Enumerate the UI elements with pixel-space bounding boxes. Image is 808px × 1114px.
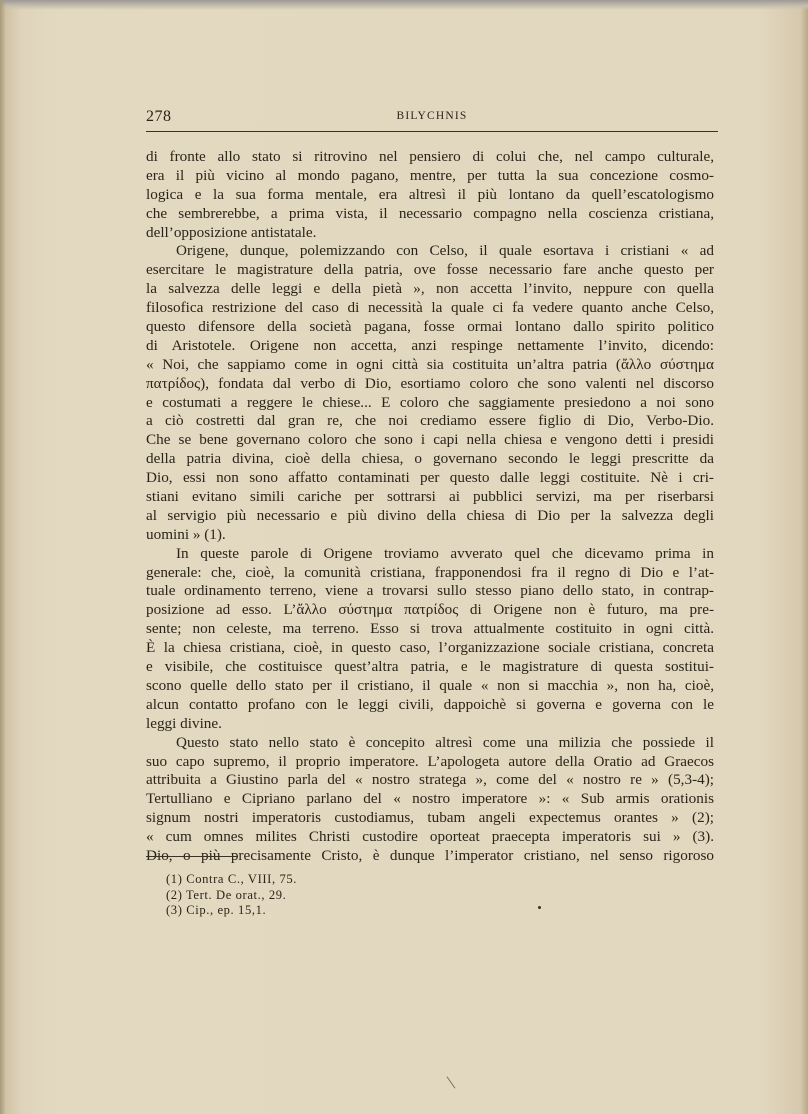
text-line: leggi divine. — [146, 714, 222, 732]
text-line: Origene, dunque, polemizzando con Celso, il quale esortava i cristiani « ad — [176, 242, 714, 260]
text-line: di fronte allo stato si ritrovino nel pensiero di colui che, nel campo culturale, — [146, 148, 714, 165]
text-line: suo capo supremo, il proprio imperatore. L’apologeta autore della Oratio ad Graecos — [146, 752, 714, 770]
text-line: Tertulliano e Cipriano parlano del « nostro imperatore »: « Sub armis orationis — [146, 790, 714, 808]
page-gutter-shadow — [0, 0, 6, 1114]
text-line: « Noi, che sappiamo come in ogni città sia costituita un’altra patria (ἄλλο σύστημα — [146, 355, 714, 373]
text-line: questo difensore della società pagana, fosse ormai lontano dallo spirito politico — [146, 318, 714, 336]
body-text — [146, 148, 714, 866]
footnote: (1) Contra C., VIII, 75. — [166, 872, 297, 886]
footnotes — [166, 872, 466, 919]
text-line: « cum omnes milites Christi custodire oporteat praecepta imperatoris sui » (3). — [146, 828, 714, 846]
page-number: 278 — [146, 108, 172, 125]
text-line: la salvezza delle leggi e della pietà », non accetta l’invito, neppure con quella — [146, 280, 714, 298]
footnote: (2) Tert. De orat., 29. — [166, 887, 287, 902]
footnote-rule — [146, 856, 238, 857]
text-line: esercitare le magistrature della patria, ove fosse necessario fare anche questo per — [146, 261, 714, 279]
text-line: posizione ad esso. L’ἄλλο σύστημα πατρίδος di Origene non è futuro, ma pre- — [146, 601, 714, 619]
text-line: dell’opposizione antistatale. — [146, 223, 317, 241]
text-line: È la chiesa cristiana, cioè, in questo caso, l’organizzazione sociale cristiana, concreta — [146, 639, 714, 657]
text-line: signum nostri imperatoris custodiamus, tubam angeli expectemus orantes » (2); — [146, 809, 714, 827]
text-line: scono quelle dello stato per il cristiano, il quale « non si macchia », non ha, cioè, — [146, 676, 714, 694]
text-line: Dio, essi non sono affatto contaminati per questo dalle leggi costituite. Nè i cri- — [146, 469, 714, 487]
header-rule — [146, 131, 718, 132]
text-line: generale: che, cioè, la comunità cristiana, frapponendosi fra il regno di Dio e l’at- — [146, 563, 714, 581]
text-line: Che se bene governano coloro che sono i capi nella chiesa e vengono detti i presidi — [146, 431, 714, 449]
text-line: uomini » (1). — [146, 525, 226, 543]
page-top-edge — [0, 0, 808, 10]
text-line: e visibile, che costituisce quest’altra patria, e le magistrature di questa sostitui- — [146, 658, 714, 676]
text-line: della patria divina, cioè della chiesa, o governano secondo le leggi prescritte da — [146, 450, 714, 468]
text-line: alcun contatto profano con le leggi civili, dappoichè si governa e governa con le — [146, 695, 714, 713]
text-line: che sembrerebbe, a prima vista, il necessario compagno nella coscienza cristiana, — [146, 204, 714, 222]
text-line: filosofica restrizione del caso di necessità la quale ci fa vedere quanto anche Celso, — [146, 299, 714, 317]
ink-speck — [538, 906, 541, 909]
footnote: (3) Cip., ep. 15,1. — [166, 903, 267, 917]
running-title: BILYCHNIS — [396, 110, 468, 122]
text-line: al servigio più necessario e più divino della chiesa di Dio per la salvezza degli — [146, 506, 714, 524]
text-line: In queste parole di Origene troviamo avverato quel che dicevamo prima in — [176, 544, 714, 562]
text-line: era il più vicino al mondo pagano, mentre, per tutta la sua concezione cosmo- — [146, 166, 714, 184]
text-line: πατρίδος), fondata dal verbo di Dio, esortiamo coloro che sono valenti nel discorso — [146, 374, 714, 392]
text-line: di Aristotele. Origene non accetta, anzi respinge nettamente l’invito, dicendo: — [146, 336, 714, 354]
text-line: a ciò costretti dal gran re, che noi crediamo essere figlio di Dio, Verbo-Dio. — [146, 412, 714, 430]
text-line: Dio, o più precisamente Cristo, è dunque l’imperator cristiano, nel senso rigoroso — [146, 846, 714, 864]
text-line: stiani evitano simili cariche per sottrarsi ai pubblici servizi, ma per riserbarsi — [146, 488, 714, 506]
text-line: Questo stato nello stato è concepito altresì come una milizia che possiede il — [176, 733, 714, 751]
text-line: tuale ordinamento terreno, viene a trovarsi sullo stesso piano dello stato, in contrap- — [146, 582, 714, 600]
text-line: sente; non celeste, ma terreno. Esso si trova attualmente costituito in ogni città. — [146, 620, 714, 638]
text-line: logica e la sua forma mentale, era altresì il più lontano da quell’escatologismo — [146, 185, 714, 203]
text-line: e costumati a reggere le chiese... E coloro che saggiamente presiedono a noi sono — [146, 393, 714, 411]
text-line: attribuita a Giustino parla del « nostro stratega », come del « nostro re » (5,3-4); — [146, 771, 714, 789]
